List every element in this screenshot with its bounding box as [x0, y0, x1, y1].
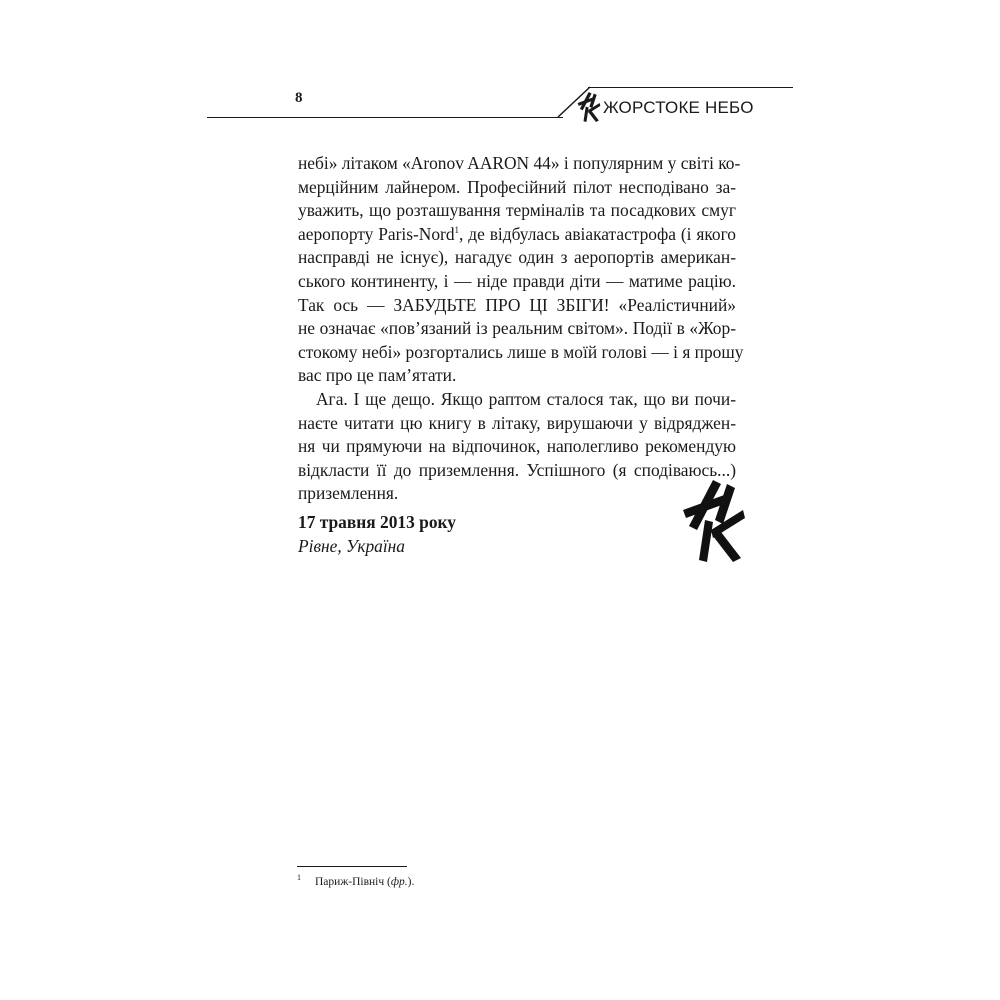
text-line: мерційним лайнером. Професійний пілот несподівано за-	[298, 176, 736, 197]
header-rule-left	[207, 117, 563, 118]
text-line: небі» літаком «Aronov AARON 44» і популярним у світі ко-	[298, 153, 741, 173]
author-monogram-icon	[683, 480, 745, 562]
footnote-mark: 1	[297, 873, 301, 882]
text-line: наєте читати цю книгу в літаку, вирушаючи у відряджен-	[298, 412, 736, 433]
text-line: вас про це пам’ятати.	[298, 365, 457, 386]
text-line: не означає «пов’язаний із реальним світом». Події в «Жор-	[298, 318, 736, 339]
footnote-reference[interactable]: 1	[454, 224, 460, 235]
text-line: аеропорту Paris-Nord$^1$, де відбулась авіакатастрофа (і якого	[298, 223, 736, 244]
page-number: 8	[295, 90, 303, 106]
text-line: насправді не існує), нагадує один з аеропортів американ-	[298, 247, 736, 268]
header-rule-right	[588, 87, 793, 88]
footnote-text: Париж-Північ (	[315, 875, 391, 888]
text-line: ня чи прямуючи на відпочинок, наполегливо рекомендую	[298, 436, 736, 457]
text-line: ського континенту, і — ніде правди діти — матиме рацію.	[298, 270, 736, 291]
text-line: Ага. І ще дещо. Якщо раптом сталося так, що ви почи-	[316, 388, 736, 409]
footnote-rule	[297, 866, 407, 867]
footnote-text-italic: фр.	[390, 875, 408, 888]
text-line: стокому небі» розгортались лише в моїй голові — і я прошу	[298, 341, 744, 362]
footnote	[297, 873, 414, 888]
footnote-text-end: ).	[407, 875, 415, 888]
body-text	[298, 152, 744, 506]
publisher-monogram-icon	[576, 92, 602, 122]
signature-place: Рівне, Україна	[298, 536, 405, 556]
text-line: уважить, що розташування терміналів та посадкових смуг	[298, 200, 736, 221]
running-title: ЖОРСТОКЕ НЕБО	[603, 98, 754, 117]
text-line: Так ось — ЗАБУДЬТЕ ПРО ЦІ ЗБІГИ! «Реалістичний»	[298, 294, 736, 315]
text-line: приземлення.	[298, 483, 399, 504]
text-line: відкласти її до приземлення. Успішного (я сподіваюсь...)	[298, 459, 736, 480]
signature-date: 17 травня 2013 року	[298, 512, 456, 532]
